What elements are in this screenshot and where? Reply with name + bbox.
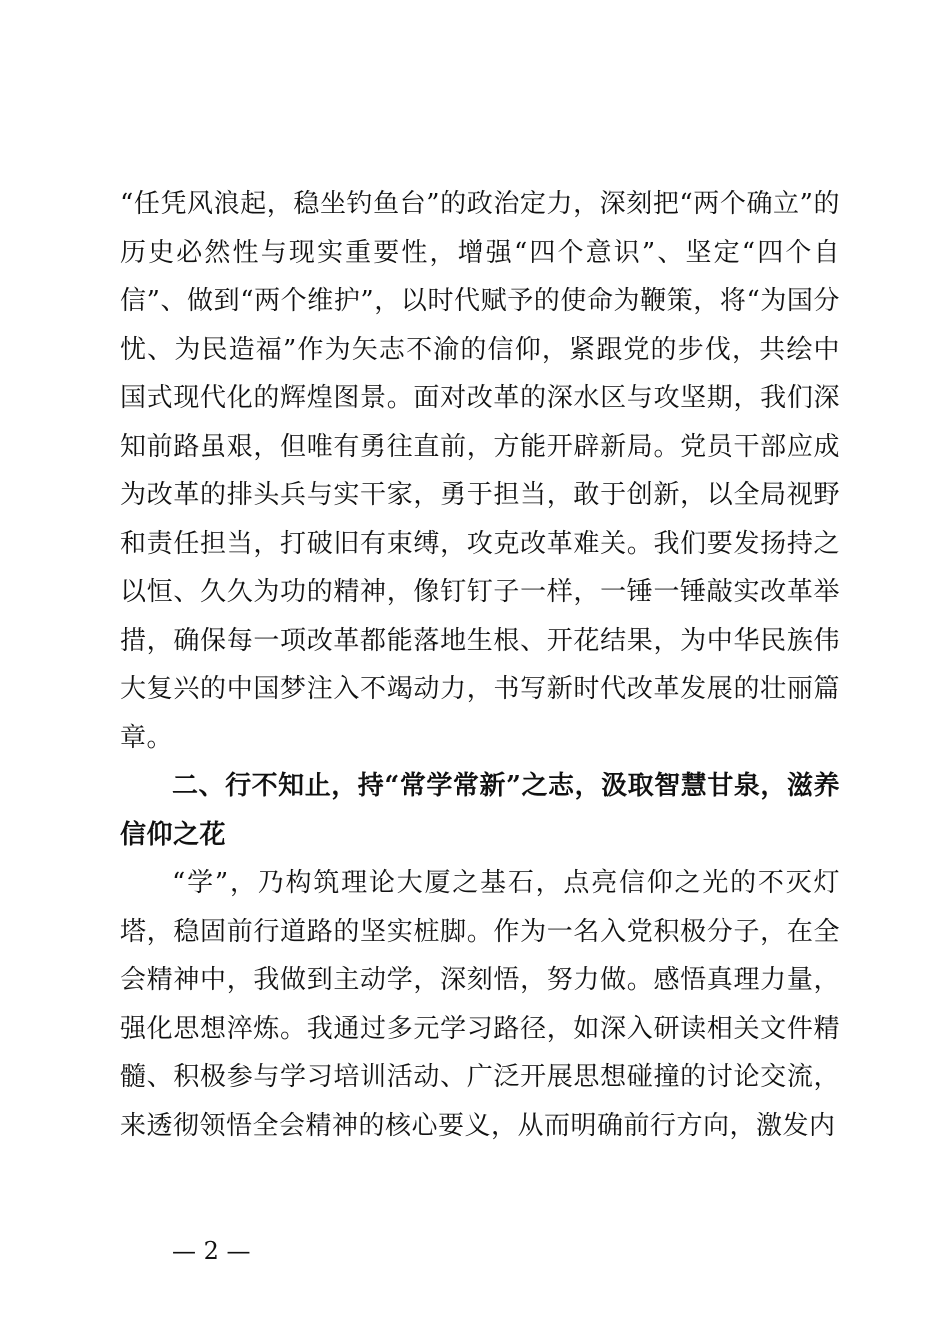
document-body	[120, 180, 840, 1150]
paragraph-study: “学”，乃构筑理论大厦之基石，点亮信仰之光的不灭灯塔，稳固前行道路的坚实桩脚。作为一名入党积极分子，在全会精神中，我做到主动学，深刻悟，努力做。感悟真理力量，强化思想淬炼。我通过多元学习路径，如深入研读相关文件精髓、积极参与学习培训活动、广泛开展思想碰撞的讨论交流，来透彻领悟全会精神的核心要义，从而明确前行方向，激发内	[120, 868, 840, 1141]
paragraph-continuation: “任凭风浪起，稳坐钓鱼台”的政治定力，深刻把“两个确立”的历史必然性与现实重要性，增强“四个意识”、坚定“四个自信”、做到“两个维护”，以时代赋予的使命为鞭策，将“为国分忧、为民造福”作为矢志不渝的信仰，紧跟党的步伐，共绘中国式现代化的辉煌图景。面对改革的深水区与攻坚期，我们深知前路虽艰，但唯有勇往直前，方能开辟新局。党员干部应成为改革的排头兵与实干家，勇于担当，敢于创新，以全局视野和责任担当，打破旧有束缚，攻克改革难关。我们要发扬持之以恒、久久为功的精神，像钉钉子一样，一锤一锤敲实改革举措，确保每一项改革都能落地生根、开花结果，为中华民族伟大复兴的中国梦注入不竭动力，书写新时代改革发展的壮丽篇章。	[120, 189, 840, 753]
section-heading: 二、行不知止，持“常学常新”之志，汲取智慧甘泉，滋养信仰之花	[120, 771, 840, 850]
page-number: — 2 —	[172, 1237, 251, 1265]
